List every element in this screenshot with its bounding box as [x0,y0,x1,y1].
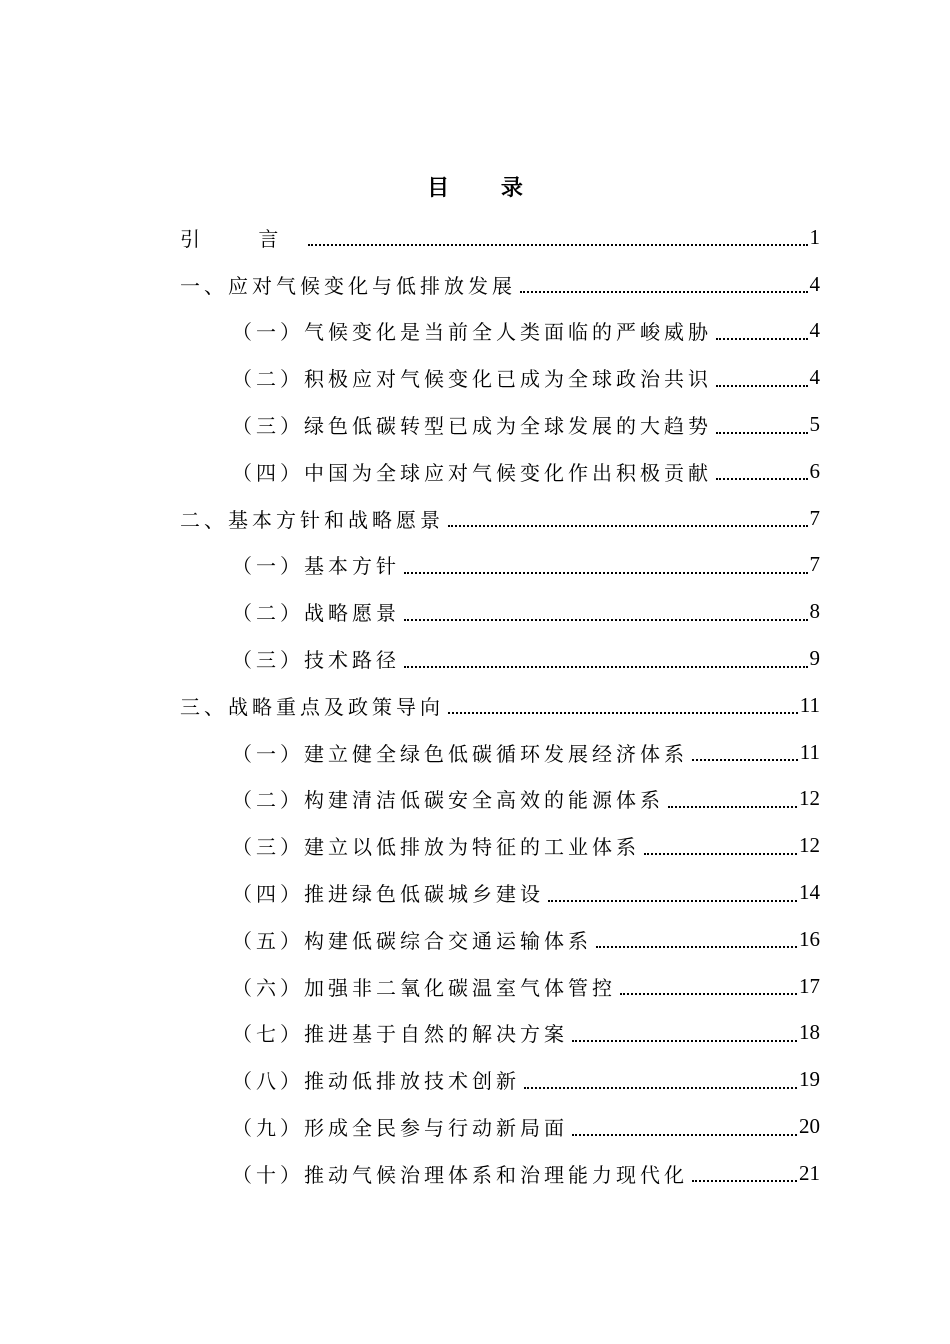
toc-entry-label: （七）推进基于自然的解决方案 [232,1022,568,1047]
toc-entry-label: （四）推进绿色低碳城乡建设 [232,882,544,907]
table-of-contents [180,214,820,1197]
toc-entry-page: 1 [809,224,820,249]
dot-leader [404,666,808,668]
toc-entry-page: 12 [799,786,820,811]
toc-entry-page: 19 [799,1067,820,1092]
toc-entry[interactable] [180,869,820,916]
toc-entry-page: 7 [809,552,820,577]
toc-entry-label: （十）推动气候治理体系和治理能力现代化 [232,1162,688,1187]
dot-leader [692,1180,797,1182]
dot-leader [448,712,798,714]
toc-entry-page: 18 [799,1020,820,1045]
toc-entry-page: 17 [799,973,820,998]
page-title: 目 录 [427,175,545,201]
toc-entry-label: （一）基本方针 [232,554,400,579]
toc-entry-label: 三、战略重点及政策导向 [180,694,444,719]
toc-entry-page: 21 [799,1160,820,1185]
dot-leader [596,946,797,948]
toc-entry-label: （八）推动低排放技术创新 [232,1069,520,1094]
toc-entry-label: （五）构建低碳综合交通运输体系 [232,928,592,953]
dot-leader [404,619,808,621]
toc-entry[interactable] [180,588,820,635]
toc-entry[interactable] [180,448,820,495]
toc-entry-page: 12 [799,833,820,858]
toc-entry[interactable] [180,214,820,261]
toc-entry-page: 5 [809,412,820,437]
toc-entry-page: 11 [799,692,820,717]
toc-entry-label: （三）建立以低排放为特征的工业体系 [232,835,640,860]
dot-leader [668,806,797,808]
toc-entry-label: （二）战略愿景 [232,601,400,626]
dot-leader [620,993,797,995]
dot-leader [524,1087,797,1089]
toc-entry[interactable] [180,542,820,589]
dot-leader [644,853,797,855]
toc-entry-page: 16 [799,926,820,951]
toc-entry-label: （二）构建清洁低碳安全高效的能源体系 [232,788,664,813]
dot-leader [692,759,798,761]
toc-entry-label: （二）积极应对气候变化已成为全球政治共识 [232,367,712,392]
toc-entry[interactable] [180,354,820,401]
toc-entry[interactable] [180,1010,820,1057]
toc-entry-label: 一、应对气候变化与低排放发展 [180,273,516,298]
toc-entry[interactable] [180,308,820,355]
toc-entry[interactable] [180,682,820,729]
toc-entry[interactable] [180,1150,820,1197]
toc-entry-page: 7 [809,505,820,530]
toc-entry-page: 4 [809,271,820,296]
toc-entry-label: （三）技术路径 [232,648,400,673]
toc-entry-label: （四）中国为全球应对气候变化作出积极贡献 [232,460,712,485]
dot-leader [520,291,808,293]
toc-entry[interactable] [180,635,820,682]
dot-leader [548,900,797,902]
toc-entry-page: 14 [799,880,820,905]
dot-leader [308,244,807,246]
toc-entry-page: 8 [809,599,820,624]
toc-entry[interactable] [180,963,820,1010]
toc-entry[interactable] [180,1103,820,1150]
toc-entry-label: 二、基本方针和战略愿景 [180,507,444,532]
toc-entry-page: 20 [799,1114,820,1139]
dot-leader [448,525,808,527]
toc-entry-label: （六）加强非二氧化碳温室气体管控 [232,975,616,1000]
dot-leader [572,1134,797,1136]
toc-entry[interactable] [180,729,820,776]
dot-leader [716,338,808,340]
toc-entry-page: 9 [809,646,820,671]
toc-entry-label: （三）绿色低碳转型已成为全球发展的大趋势 [232,414,712,439]
toc-entry[interactable] [180,776,820,823]
toc-entry[interactable] [180,1056,820,1103]
toc-entry-label: （九）形成全民参与行动新局面 [232,1116,568,1141]
toc-entry[interactable] [180,401,820,448]
toc-entry[interactable] [180,916,820,963]
toc-entry-page: 4 [809,365,820,390]
toc-entry-page: 4 [809,318,820,343]
toc-entry[interactable] [180,822,820,869]
toc-entry-page: 6 [809,458,820,483]
dot-leader [716,478,808,480]
toc-entry[interactable] [180,495,820,542]
dot-leader [404,572,808,574]
toc-entry[interactable] [180,261,820,308]
toc-entry-label: （一）建立健全绿色低碳循环发展经济体系 [232,741,688,766]
dot-leader [716,432,808,434]
toc-entry-page: 11 [799,739,820,764]
dot-leader [716,385,808,387]
toc-entry-label: （一）气候变化是当前全人类面临的严峻威胁 [232,320,712,345]
dot-leader [572,1040,797,1042]
toc-entry-label: 引 言 [180,226,305,251]
